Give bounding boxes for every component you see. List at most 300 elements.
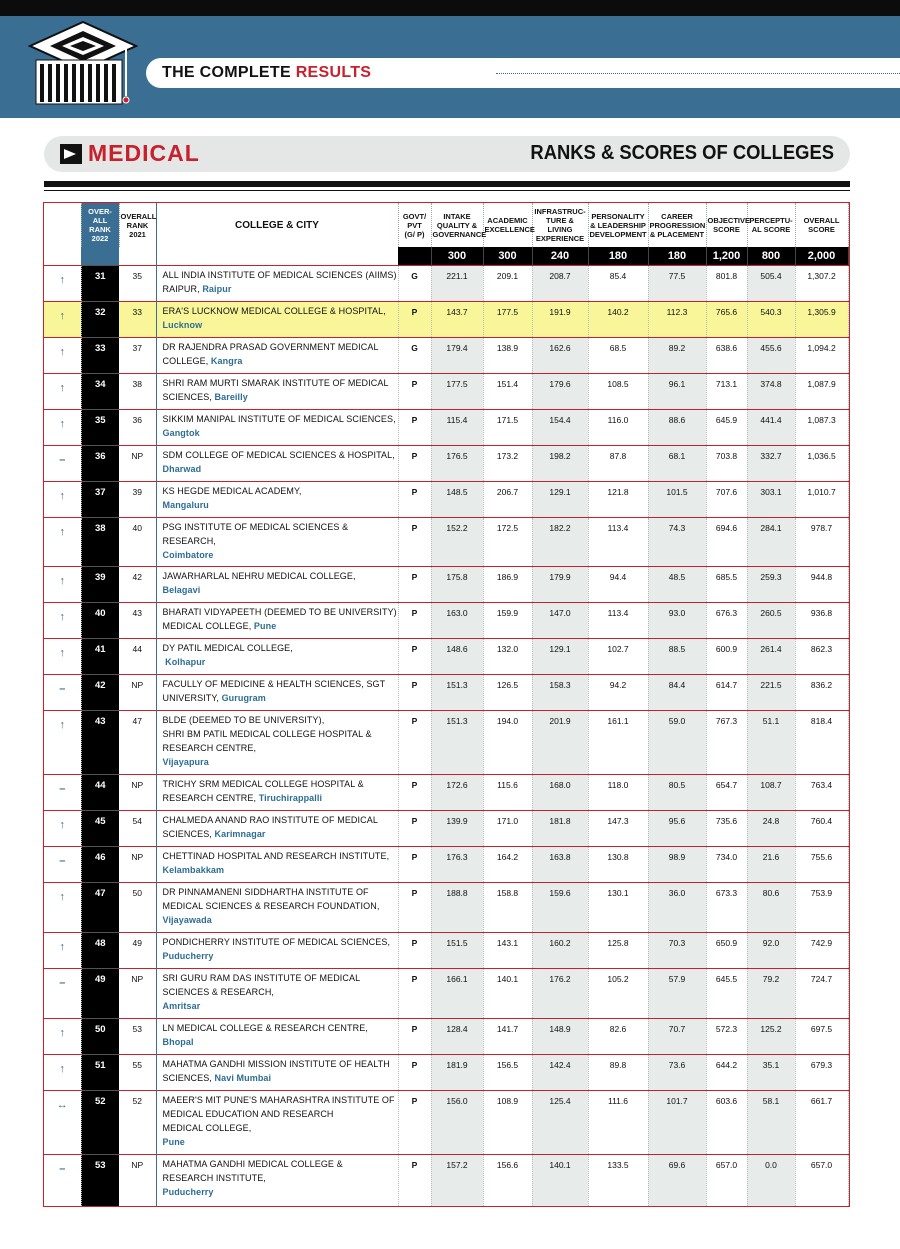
score-cell: 115.6 [483,774,532,810]
college-city: Coimbatore [162,549,214,560]
score-cell: 1,094.2 [795,337,848,373]
score-cell: 48.5 [648,566,706,602]
header-line: & LEADERSHIP [590,220,646,230]
arrow-up-icon: ↑ [44,481,81,517]
college-name-line: MAHATMA GANDHI MEDICAL COLLEGE & [162,1158,343,1169]
college-name-line: ALL INDIA INSTITUTE OF MEDICAL SCIENCES (AIIMS) [162,269,397,280]
score-cell: 160.2 [532,932,588,968]
score-cell: 0.0 [747,1154,795,1207]
college-name-line: SCIENCES, [162,391,215,402]
score-cell: 742.9 [795,932,848,968]
score-cell: 818.4 [795,710,848,774]
college-city: Lucknow [162,319,203,330]
table-row [44,774,848,810]
score-cell: 158.8 [483,882,532,932]
score-cell: 735.6 [706,810,747,846]
table-row [44,517,848,566]
score-cell: 158.3 [532,674,588,710]
score-cell: 654.7 [706,774,747,810]
score-cell: 162.6 [532,337,588,373]
score-cell: 21.6 [747,846,795,882]
score-cell: 68.5 [588,337,648,373]
score-cell: 685.5 [706,566,747,602]
govt-pvt: P [398,1090,431,1154]
score-cell: 125.4 [532,1090,588,1154]
rank-2022: 33 [81,337,119,373]
score-cell: 1,305.9 [795,301,848,337]
header-line: RANK [126,220,149,230]
rank-2022: 41 [81,638,119,674]
score-cell: 657.0 [706,1154,747,1207]
college-name-line: SRI GURU RAM DAS INSTITUTE OF MEDICAL [162,972,361,983]
govt-pvt: P [398,710,431,774]
score-cell: 140.2 [588,301,648,337]
college-city: Amritsar [162,1000,201,1011]
score-cell: 159.9 [483,602,532,638]
score-cell: 121.8 [588,481,648,517]
score-cell: 84.4 [648,674,706,710]
score-cell: 87.8 [588,445,648,481]
govt-pvt: G [398,265,431,301]
score-cell: 179.9 [532,566,588,602]
score-cell: 505.4 [747,265,795,301]
college-name-line: DR RAJENDRA PRASAD GOVERNMENT MEDICAL [162,341,379,352]
college-name-line: CHALMEDA ANAND RAO INSTITUTE OF MEDICAL [162,814,378,825]
rankings-table [44,203,849,1207]
score-cell: 181.8 [532,810,588,846]
header-line: OVERALL [120,211,157,221]
header-score-4 [588,203,648,247]
arrow-up-icon: ↑ [44,1054,81,1090]
rank-2022: 34 [81,373,119,409]
header-line: EXCELLENCE [484,225,535,234]
score-cell: 1,087.3 [795,409,848,445]
arrow-right-icon [60,144,82,164]
score-cell: 80.6 [747,882,795,932]
college-city: Mangaluru [162,499,209,510]
college-name-line: RAIPUR, [162,283,203,294]
rank-2021: 39 [119,481,156,517]
max-blank [398,247,431,265]
dash-icon: – [44,846,81,882]
dash-icon: – [44,674,81,710]
score-cell: 765.6 [706,301,747,337]
arrow-up-icon: ↑ [44,409,81,445]
score-cell: 151.5 [431,932,483,968]
score-cell: 133.5 [588,1154,648,1207]
college-name [156,638,398,674]
header-line: PERCEPTU- [749,216,793,225]
rank-2021: 36 [119,409,156,445]
score-cell: 148.5 [431,481,483,517]
score-cell: 176.3 [431,846,483,882]
college-name [156,846,398,882]
score-cell: 96.1 [648,373,706,409]
score-cell: 140.1 [483,968,532,1018]
score-cell: 734.0 [706,846,747,882]
score-cell: 139.9 [431,810,483,846]
arrow-up-icon: ↑ [44,566,81,602]
score-cell: 600.9 [706,638,747,674]
govt-pvt: P [398,638,431,674]
header-line: ACADEMIC [487,216,528,225]
score-cell: 763.4 [795,774,848,810]
score-cell: 108.9 [483,1090,532,1154]
govt-pvt: P [398,481,431,517]
score-cell: 36.0 [648,882,706,932]
score-cell: 113.4 [588,602,648,638]
score-cell: 164.2 [483,846,532,882]
govt-pvt: P [398,1154,431,1207]
college-name [156,566,398,602]
score-cell: 118.0 [588,774,648,810]
rank-2022: 43 [81,710,119,774]
score-cell: 944.8 [795,566,848,602]
score-cell: 147.0 [532,602,588,638]
score-cell: 98.9 [648,846,706,882]
score-cell: 138.9 [483,337,532,373]
table-row [44,638,848,674]
score-cell: 89.8 [588,1054,648,1090]
section-name: MEDICAL [88,140,200,166]
header-score-7 [747,203,795,247]
score-cell: 978.7 [795,517,848,566]
score-cell: 129.1 [532,638,588,674]
college-name-line: RESEARCH INSTITUTE, [162,1172,266,1183]
score-cell: 156.6 [483,1154,532,1207]
score-cell: 198.2 [532,445,588,481]
score-cell: 161.1 [588,710,648,774]
score-cell: 221.5 [747,674,795,710]
college-name-line: FACULLY OF MEDICINE & HEALTH SCIENCES, SGT [162,678,386,689]
college-city: Puducherry [162,1186,214,1197]
college-name-line: SCIENCES, [162,828,215,839]
govt-pvt: P [398,968,431,1018]
rank-2021: NP [119,968,156,1018]
govt-pvt: P [398,1054,431,1090]
rank-2021: 38 [119,373,156,409]
rank-2021: 49 [119,932,156,968]
score-cell: 168.0 [532,774,588,810]
rank-2021: NP [119,1154,156,1207]
score-cell: 143.1 [483,932,532,968]
header-score-3 [532,203,588,247]
college-city: Gangtok [162,427,200,438]
college-name [156,882,398,932]
header-rank-2022 [81,203,119,247]
college-name-line: MEDICAL COLLEGE, [162,620,254,631]
rankings-table-frame [43,202,850,1207]
score-cell: 130.1 [588,882,648,932]
college-city: Pune [253,620,277,631]
max-score-row [44,247,848,265]
rank-2022: 42 [81,674,119,710]
table-row [44,846,848,882]
header-line: 2022 [91,234,109,243]
rank-2022: 51 [81,1054,119,1090]
header-line: INFRASTRUC- [534,207,586,216]
score-cell: 208.7 [532,265,588,301]
score-cell: 175.8 [431,566,483,602]
rank-2022: 40 [81,602,119,638]
score-cell: 657.0 [795,1154,848,1207]
college-name [156,602,398,638]
header-score-1 [431,203,487,247]
rank-2022: 31 [81,265,119,301]
score-cell: 156.0 [431,1090,483,1154]
score-cell: 94.4 [588,566,648,602]
score-cell: 171.5 [483,409,532,445]
rank-2021: 53 [119,1018,156,1054]
rank-2021: NP [119,846,156,882]
max-score: 180 [588,247,648,265]
score-cell: 142.4 [532,1054,588,1090]
score-cell: 157.2 [431,1154,483,1207]
score-cell: 724.7 [795,968,848,1018]
score-cell: 69.6 [648,1154,706,1207]
arrow-up-icon: ↑ [44,373,81,409]
score-cell: 172.5 [483,517,532,566]
rank-2022: 35 [81,409,119,445]
arrow-up-icon: ↑ [44,337,81,373]
header-line: EXPERIENCE [535,234,585,243]
score-cell: 128.4 [431,1018,483,1054]
score-cell: 126.5 [483,674,532,710]
header-line: CAREER [661,211,693,221]
score-cell: 441.4 [747,409,795,445]
score-cell: 332.7 [747,445,795,481]
score-cell: 88.6 [648,409,706,445]
score-cell: 172.6 [431,774,483,810]
college-name [156,968,398,1018]
score-cell: 151.3 [431,674,483,710]
score-cell: 171.0 [483,810,532,846]
header-line: PERSONALITY [591,211,645,221]
college-name-line: MEDICAL EDUCATION AND RESEARCH [162,1108,334,1119]
score-cell: 260.5 [747,602,795,638]
college-city: Vijayawada [162,914,212,925]
college-city: Bhopal [162,1036,194,1047]
college-name-line: KS HEGDE MEDICAL ACADEMY, [162,485,302,496]
score-cell: 194.0 [483,710,532,774]
college-name-line: UNIVERSITY, [162,692,222,703]
arrow-up-icon: ↑ [44,710,81,774]
score-cell: 644.2 [706,1054,747,1090]
table-row [44,810,848,846]
rank-2022: 53 [81,1154,119,1207]
score-cell: 703.8 [706,445,747,481]
score-cell: 141.7 [483,1018,532,1054]
college-name-line: MAEER'S MIT PUNE'S MAHARASHTRA INSTITUTE OF [162,1094,395,1105]
table-row [44,710,848,774]
score-cell: 936.8 [795,602,848,638]
table-row [44,968,848,1018]
header-line: OBJECTIVE [707,216,751,225]
govt-pvt: P [398,1018,431,1054]
college-name-line: ERA'S LUCKNOW MEDICAL COLLEGE & HOSPITAL, [162,305,386,316]
score-cell: 676.3 [706,602,747,638]
score-cell: 603.6 [706,1090,747,1154]
score-cell: 152.2 [431,517,483,566]
arrow-up-icon: ↑ [44,517,81,566]
score-cell: 862.3 [795,638,848,674]
college-name-line: SCIENCES & RESEARCH, [162,986,275,997]
score-cell: 156.5 [483,1054,532,1090]
arrow-up-icon: ↑ [44,932,81,968]
govt-pvt: P [398,674,431,710]
section-bar [44,136,850,172]
score-cell: 191.9 [532,301,588,337]
govt-pvt: P [398,774,431,810]
score-cell: 259.3 [747,566,795,602]
table-body [44,265,848,1207]
college-name-line: SIKKIM MANIPAL INSTITUTE OF MEDICAL SCIENCES, [162,413,396,424]
header-line: DEVELOPMENT [589,229,647,239]
header-score-2 [483,203,535,247]
score-cell: 85.4 [588,265,648,301]
max-blank [81,247,119,265]
score-cell: 151.3 [431,710,483,774]
header-line: OVERALL [803,216,840,225]
rank-2021: 50 [119,882,156,932]
arrow-up-icon: ↑ [44,810,81,846]
header-line: OVER- [88,207,112,216]
header-line: 2021 [129,229,146,239]
score-cell: 24.8 [747,810,795,846]
header-line: AL SCORE [751,225,791,234]
score-cell: 58.1 [747,1090,795,1154]
college-city: Karimnagar [214,828,266,839]
rank-2022: 36 [81,445,119,481]
header-line: PROGRESSION [649,220,706,230]
score-cell: 540.3 [747,301,795,337]
score-cell: 95.6 [648,810,706,846]
table-row [44,932,848,968]
college-city: Dharwad [162,463,202,474]
govt-pvt: P [398,810,431,846]
college-name [156,445,398,481]
score-cell: 179.4 [431,337,483,373]
max-score: 180 [648,247,706,265]
college-name [156,1054,398,1090]
rank-2021: 55 [119,1054,156,1090]
college-name [156,1090,398,1154]
govt-pvt: P [398,566,431,602]
table-row [44,566,848,602]
max-score: 2,000 [795,247,848,265]
score-cell: 284.1 [747,517,795,566]
college-city: Vijayapura [162,756,209,767]
score-cell: 140.1 [532,1154,588,1207]
max-score: 1,200 [706,247,747,265]
score-cell: 374.8 [747,373,795,409]
govt-pvt: P [398,846,431,882]
header-line: (G/ P) [404,229,425,239]
score-cell: 176.2 [532,968,588,1018]
table-row [44,373,848,409]
max-score: 800 [747,247,795,265]
score-cell: 70.3 [648,932,706,968]
college-city: Kelambakkam [162,864,225,875]
govt-pvt: G [398,337,431,373]
college-name [156,517,398,566]
score-cell: 94.2 [588,674,648,710]
score-cell: 188.8 [431,882,483,932]
header-line: INTAKE [443,211,471,221]
max-score: 240 [532,247,588,265]
score-cell: 1,307.2 [795,265,848,301]
rank-2022: 44 [81,774,119,810]
rank-2021: 54 [119,810,156,846]
score-cell: 35.1 [747,1054,795,1090]
college-name-line: JAWARHARLAL NEHRU MEDICAL COLLEGE, [162,570,356,581]
rank-2021: NP [119,445,156,481]
divider-thin [44,190,850,191]
rank-2022: 47 [81,882,119,932]
govt-pvt: P [398,409,431,445]
college-name [156,1154,398,1207]
score-cell: 209.1 [483,265,532,301]
college-name-line: RESEARCH CENTRE, [162,742,257,753]
college-name-line: PSG INSTITUTE OF MEDICAL SCIENCES & RESEARCH, [162,521,349,546]
college-name-line: BHARATI VIDYAPEETH (DEEMED TO BE UNIVERSITY) [162,606,397,617]
score-cell: 673.3 [706,882,747,932]
college-city: Belagavi [162,584,201,595]
score-cell: 130.8 [588,846,648,882]
score-cell: 59.0 [648,710,706,774]
table-row [44,674,848,710]
score-cell: 645.9 [706,409,747,445]
college-name [156,373,398,409]
max-blank [156,247,398,265]
table-row [44,1154,848,1207]
college-name-line: SHRI BM PATIL MEDICAL COLLEGE HOSPITAL & [162,728,372,739]
college-city: Navi Mumbai [214,1072,272,1083]
score-cell: 154.4 [532,409,588,445]
header-line: RANK [89,225,111,234]
rank-2021: 44 [119,638,156,674]
score-cell: 755.6 [795,846,848,882]
score-cell: 115.4 [431,409,483,445]
rank-2021: 40 [119,517,156,566]
score-cell: 148.9 [532,1018,588,1054]
college-city: Puducherry [162,950,214,961]
rank-2021: NP [119,674,156,710]
score-cell: 638.6 [706,337,747,373]
college-name-line: DR PINNAMANENI SIDDHARTHA INSTITUTE OF [162,886,369,897]
score-cell: 836.2 [795,674,848,710]
rank-2022: 49 [81,968,119,1018]
table-row [44,409,848,445]
score-cell: 186.9 [483,566,532,602]
score-cell: 125.8 [588,932,648,968]
score-cell: 303.1 [747,481,795,517]
score-cell: 694.6 [706,517,747,566]
rank-2022: 48 [81,932,119,968]
table-row [44,602,848,638]
dotted-leader [496,73,900,74]
score-cell: 68.1 [648,445,706,481]
score-cell: 57.9 [648,968,706,1018]
score-cell: 177.5 [483,301,532,337]
college-city: Kolhapur [165,656,206,667]
college-city: Tiruchirappalli [258,792,323,803]
score-cell: 88.5 [648,638,706,674]
score-cell: 801.8 [706,265,747,301]
college-name-line: MEDICAL SCIENCES & RESEARCH FOUNDATION, [162,900,380,911]
college-name [156,409,398,445]
arrow-up-icon: ↑ [44,882,81,932]
